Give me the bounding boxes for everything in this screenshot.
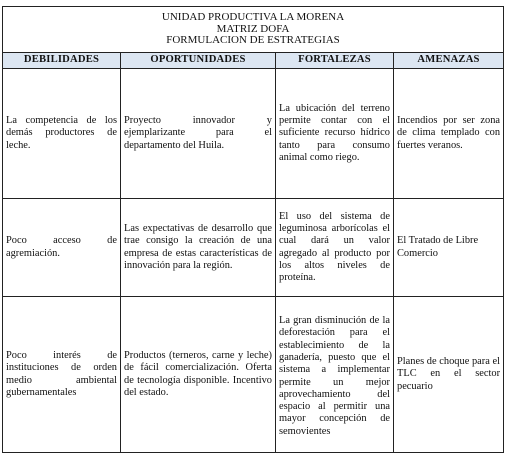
cell-fortalezas: La gran disminución de la deforestación para el establecimiento de la ganadería, puesto que el sistema a implementar permite un mejor aprovechamiento del espacio al permitir una mayor concepción de semovientes	[276, 297, 394, 453]
cell-amenazas: Planes de choque para el TLC en el sector pecuario	[394, 297, 504, 453]
title-line-unit: UNIDAD PRODUCTIVA LA MORENA	[161, 11, 345, 24]
title-line-matrix: MATRIZ DOFA	[216, 22, 290, 35]
cell-debilidades: Poco interés de instituciones de orden medio ambiental gubernamentales	[3, 297, 121, 453]
title-line-formulation: FORMULACION DE ESTRATEGIAS	[166, 34, 340, 47]
table-title-row	[3, 7, 504, 53]
table-title-cell	[3, 7, 504, 53]
cell-oportunidades: Las expectativas de desarrollo que trae consigo la creación de una empresa de estas características de innovación para la región.	[121, 199, 276, 297]
cell-debilidades: La competencia de los demás productores de leche.	[3, 69, 121, 199]
header-amenazas: AMENAZAS	[394, 53, 504, 69]
table-row	[3, 199, 504, 297]
cell-oportunidades: Productos (terneros, carne y leche) de fácil comercialización. Oferta de tecnología disponible. Incentivo del estado.	[121, 297, 276, 453]
cell-oportunidades: Proyecto innovador y ejemplarizante para el departamento del Huila.	[121, 69, 276, 199]
column-header-row	[3, 53, 504, 69]
header-debilidades: DEBILIDADES	[3, 53, 121, 69]
cell-amenazas: Incendios por ser zona de clima templado con fuertes veranos.	[394, 69, 504, 199]
cell-amenazas: El Tratado de Libre Comercio	[394, 199, 504, 297]
header-fortalezas: FORTALEZAS	[276, 53, 394, 69]
table-row	[3, 69, 504, 199]
dofa-matrix-table	[2, 6, 504, 453]
cell-fortalezas: El uso del sistema de leguminosa arborícolas el cual dará un valor agregado al producto por los altos niveles de proteína.	[276, 199, 394, 297]
cell-fortalezas: La ubicación del terreno permite contar con el suficiente recurso hídrico tanto para consumo animal como riego.	[276, 69, 394, 199]
table-row	[3, 297, 504, 453]
cell-debilidades: Poco acceso de agremiación.	[3, 199, 121, 297]
header-oportunidades: OPORTUNIDADES	[121, 53, 276, 69]
